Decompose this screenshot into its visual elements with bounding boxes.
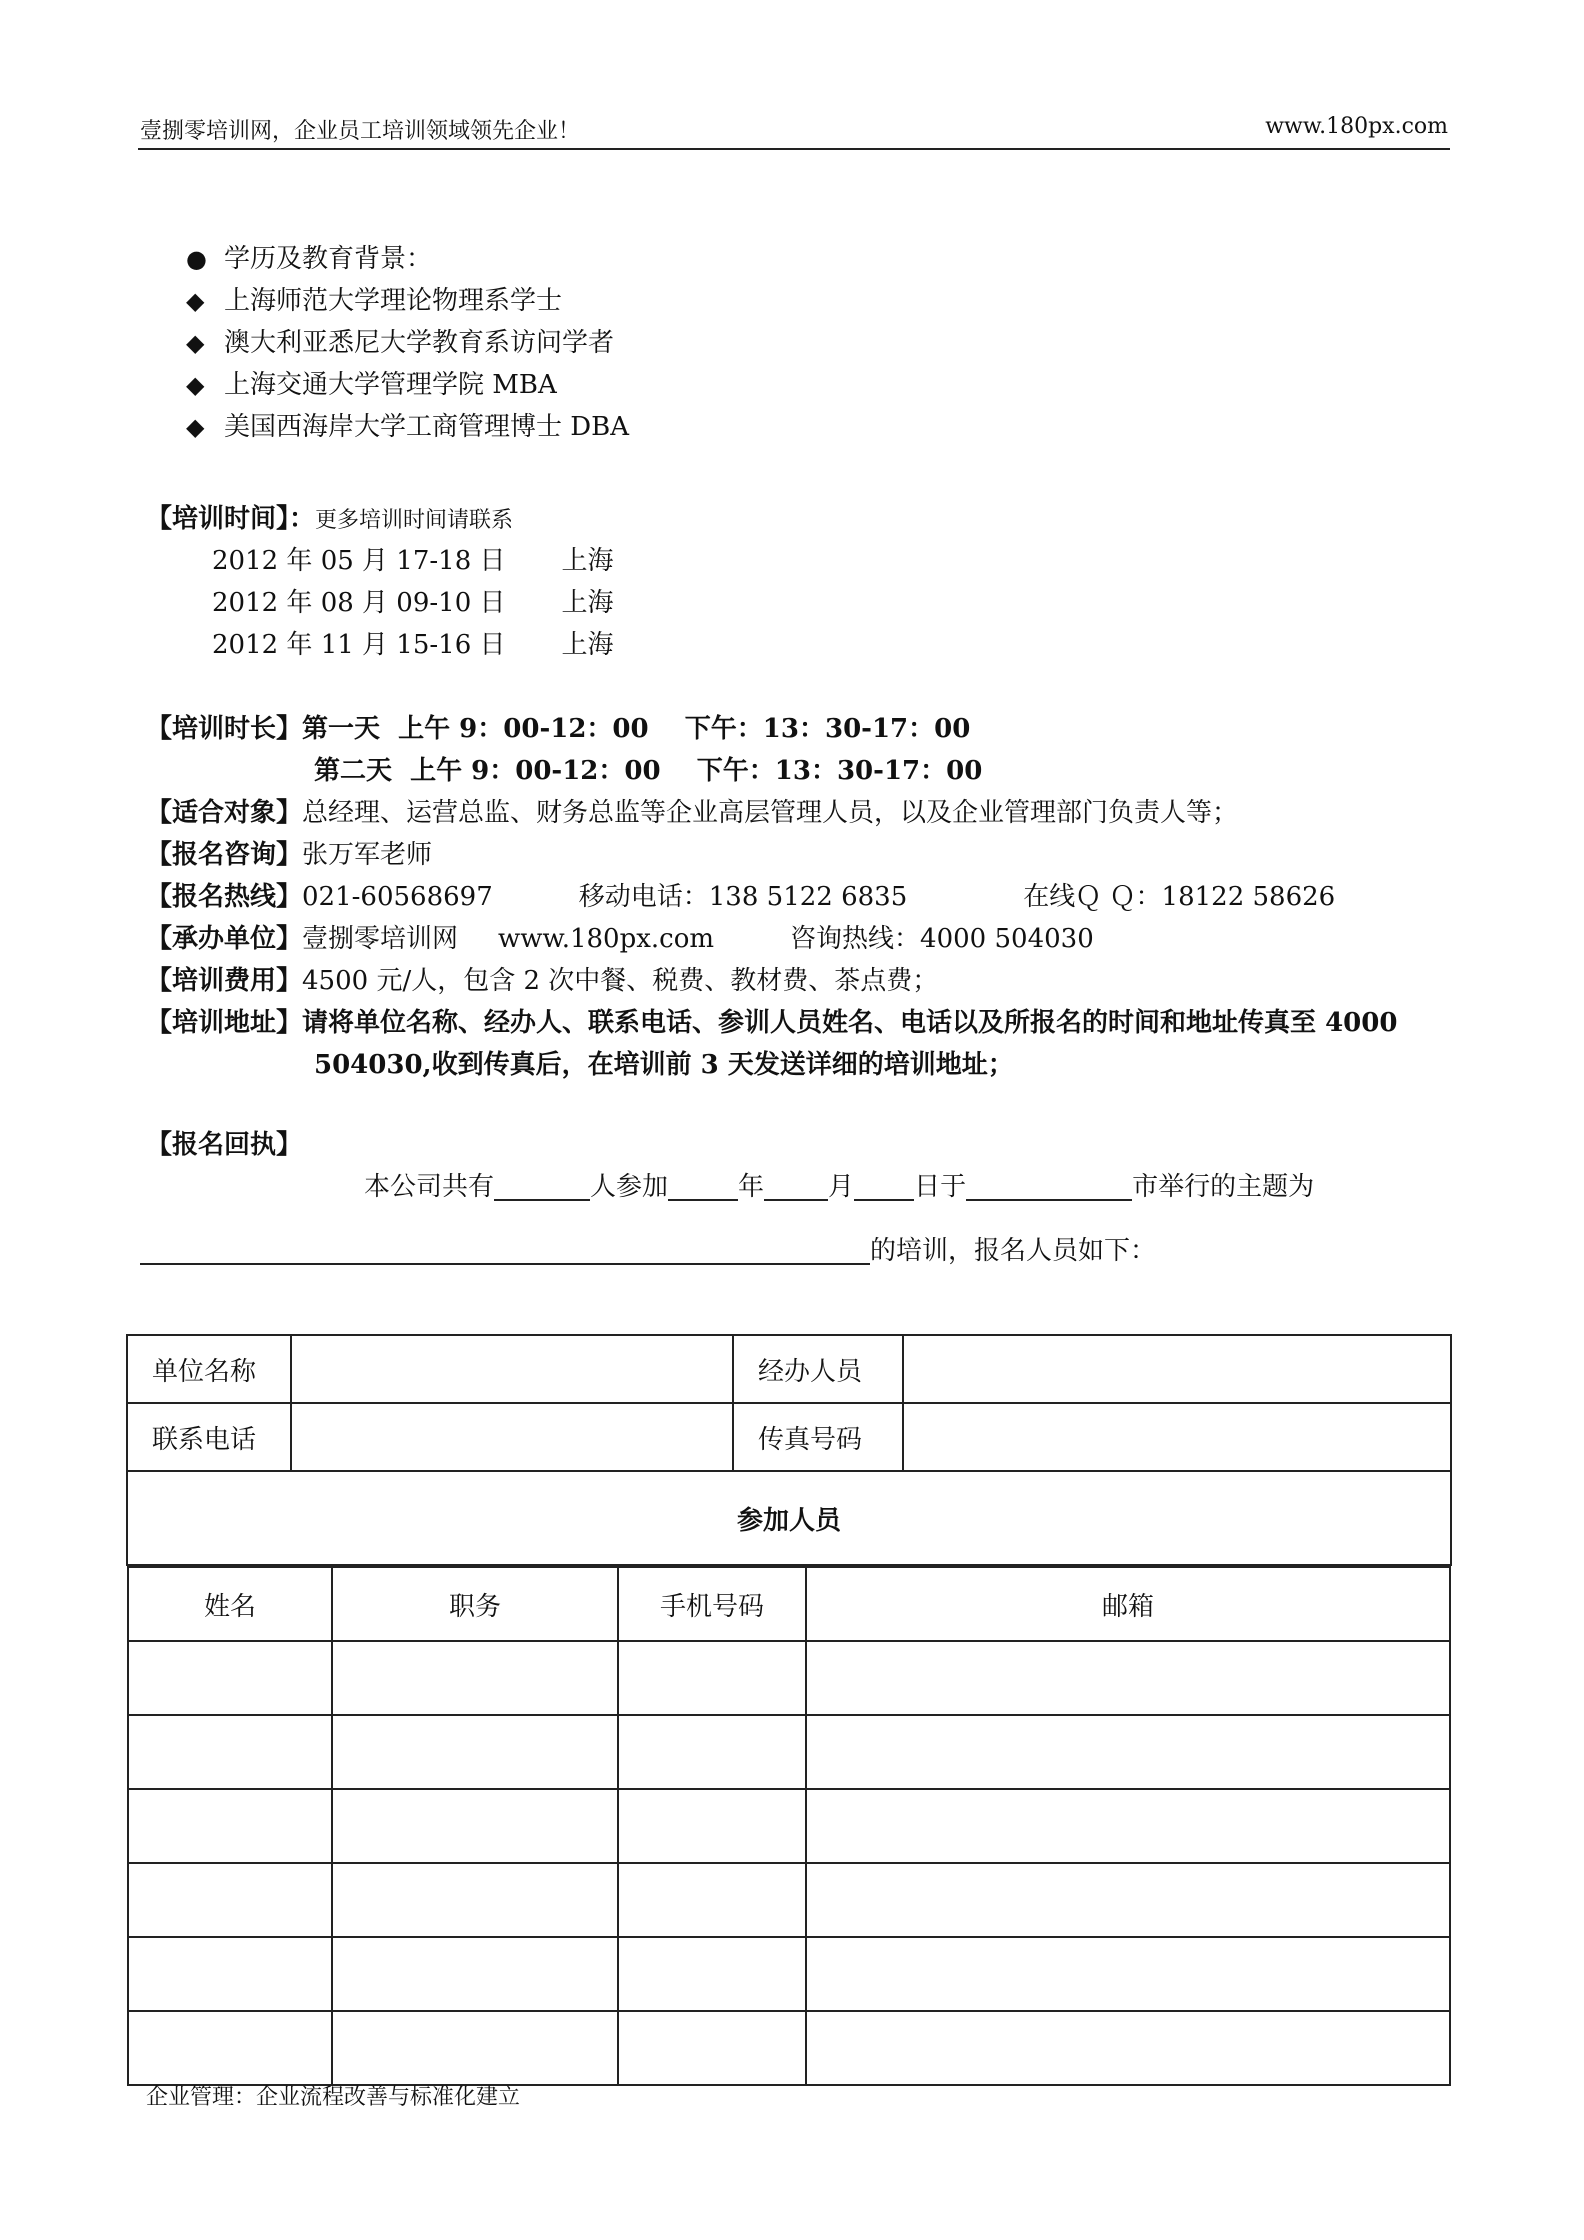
column-name: 姓名: [128, 1567, 332, 1641]
table-row: [128, 1715, 1450, 1789]
receipt-text: 年: [738, 1172, 765, 1202]
audience-text: 总经理、运营总监、财务总监等企业高层管理人员，以及企业管理部门负责人等；: [302, 798, 1239, 828]
session-date: 2012 年 11 月 15-16 日: [212, 630, 506, 660]
education-title: 学历及教育背景：: [224, 244, 433, 274]
address-line1: 请将单位名称、经办人、联系电话、参训人员姓名、电话以及所报名的时间和地址传真至 4000: [302, 1008, 1398, 1038]
unit-name-field[interactable]: [291, 1335, 733, 1403]
address-line2: 504030,收到传真后，在培训前 3 天发送详细的培训地址；: [314, 1050, 1014, 1080]
contact-phone-field[interactable]: [291, 1403, 733, 1471]
name-cell[interactable]: [128, 1641, 332, 1715]
table-row: [128, 1789, 1450, 1863]
unit-name-label: 单位名称: [127, 1335, 291, 1403]
hotline-phone: 021-60568697: [302, 882, 493, 912]
day-blank[interactable]: [854, 1169, 914, 1201]
hotline-qq: 在线Ｑ Ｑ：18122 58626: [1023, 882, 1336, 912]
email-cell[interactable]: [806, 1641, 1450, 1715]
page-footer: 企业管理：企业流程改善与标准化建立: [146, 2085, 521, 2110]
mobile-cell[interactable]: [618, 2011, 806, 2085]
participants-title: 参加人员: [127, 1471, 1451, 1565]
consult-label: 【报名咨询】: [146, 840, 303, 870]
session-city: 上海: [561, 630, 614, 660]
name-cell[interactable]: [128, 1863, 332, 1937]
schedule-section: [146, 498, 614, 666]
fee-label: 【培训费用】: [146, 966, 303, 996]
receipt-text: 月: [828, 1172, 855, 1202]
header-left-text: 壹捌零培训网，企业员工培训领域领先企业！: [140, 119, 581, 144]
organizer-label: 【承办单位】: [146, 924, 303, 954]
receipt-section: [146, 1124, 1314, 1272]
year-blank[interactable]: [668, 1169, 738, 1201]
name-cell[interactable]: [128, 2011, 332, 2085]
hotline-mobile: 移动电话：138 5122 6835: [578, 882, 908, 912]
diamond-icon: ◆: [186, 413, 205, 441]
receipt-text: 的培训，报名人员如下：: [870, 1236, 1157, 1266]
table-row: [128, 1863, 1450, 1937]
mobile-cell[interactable]: [618, 1863, 806, 1937]
diamond-icon: ◆: [186, 287, 205, 315]
position-cell[interactable]: [332, 1715, 618, 1789]
session-date: 2012 年 08 月 09-10 日: [212, 588, 506, 618]
page-header: [138, 112, 1450, 150]
mobile-cell[interactable]: [618, 1937, 806, 2011]
contact-phone-label: 联系电话: [127, 1403, 291, 1471]
duration-label: 【培训时长】: [146, 714, 303, 744]
mobile-cell[interactable]: [618, 1789, 806, 1863]
count-blank[interactable]: [494, 1169, 590, 1201]
position-cell[interactable]: [332, 1863, 618, 1937]
diamond-icon: ◆: [186, 371, 205, 399]
diamond-icon: ◆: [186, 329, 205, 357]
hotline-label: 【报名热线】: [146, 882, 303, 912]
topic-blank[interactable]: [140, 1233, 870, 1265]
consult-text: 张万军老师: [302, 840, 433, 870]
month-blank[interactable]: [764, 1169, 828, 1201]
mobile-cell[interactable]: [618, 1715, 806, 1789]
fax-field[interactable]: [903, 1403, 1451, 1471]
organizer-name: 壹捌零培训网: [302, 924, 459, 954]
fee-text: 4500 元/人，包含 2 次中餐、税费、教材费、茶点费；: [302, 966, 939, 996]
email-cell[interactable]: [806, 1789, 1450, 1863]
handler-field[interactable]: [903, 1335, 1451, 1403]
email-cell[interactable]: [806, 1715, 1450, 1789]
handler-label: 经办人员: [733, 1335, 903, 1403]
duration-day2: 第二天 上午 9：00-12：00 下午：13：30-17：00: [314, 756, 983, 786]
column-position: 职务: [332, 1567, 618, 1641]
position-cell[interactable]: [332, 2011, 618, 2085]
organizer-site: www.180px.com: [498, 924, 715, 954]
schedule-label: 【培训时间】：: [146, 504, 316, 534]
receipt-label: 【报名回执】: [146, 1130, 303, 1160]
organizer-hotline: 咨询热线：4000 504030: [790, 924, 1094, 954]
education-item: 上海交通大学管理学院 MBA: [224, 370, 557, 400]
name-cell[interactable]: [128, 1789, 332, 1863]
education-section: [186, 238, 629, 448]
registration-form: [126, 1334, 1452, 2086]
receipt-text: 市举行的主题为: [1132, 1172, 1315, 1202]
education-item: 上海师范大学理论物理系学士: [224, 286, 563, 316]
position-cell[interactable]: [332, 1641, 618, 1715]
address-label: 【培训地址】: [146, 1008, 303, 1038]
audience-label: 【适合对象】: [146, 798, 303, 828]
duration-day1: 第一天 上午 9：00-12：00 下午：13：30-17：00: [302, 714, 971, 744]
receipt-text: 人参加: [590, 1172, 669, 1202]
bullet-circle-icon: ●: [186, 245, 207, 273]
fax-label: 传真号码: [733, 1403, 903, 1471]
header-website: www.180px.com: [1265, 114, 1448, 139]
table-row: [128, 2011, 1450, 2085]
mobile-cell[interactable]: [618, 1641, 806, 1715]
email-cell[interactable]: [806, 1863, 1450, 1937]
table-row: [128, 1641, 1450, 1715]
education-item: 澳大利亚悉尼大学教育系访问学者: [224, 328, 615, 358]
session-city: 上海: [561, 588, 614, 618]
city-blank[interactable]: [966, 1169, 1132, 1201]
receipt-text: 日于: [914, 1172, 967, 1202]
column-email: 邮箱: [806, 1567, 1450, 1641]
email-cell[interactable]: [806, 2011, 1450, 2085]
table-row: [128, 1937, 1450, 2011]
schedule-note: 更多培训时间请联系: [315, 508, 514, 533]
column-mobile: 手机号码: [618, 1567, 806, 1641]
receipt-text: 本公司共有: [364, 1172, 495, 1202]
education-item: 美国西海岸大学工商管理博士 DBA: [224, 412, 629, 442]
name-cell[interactable]: [128, 1937, 332, 2011]
session-date: 2012 年 05 月 17-18 日: [212, 546, 506, 576]
session-city: 上海: [561, 546, 614, 576]
participants-table: [127, 1566, 1451, 2086]
position-cell[interactable]: [332, 1937, 618, 2011]
email-cell[interactable]: [806, 1937, 1450, 2011]
details-section: [146, 708, 1397, 1086]
name-cell[interactable]: [128, 1715, 332, 1789]
position-cell[interactable]: [332, 1789, 618, 1863]
